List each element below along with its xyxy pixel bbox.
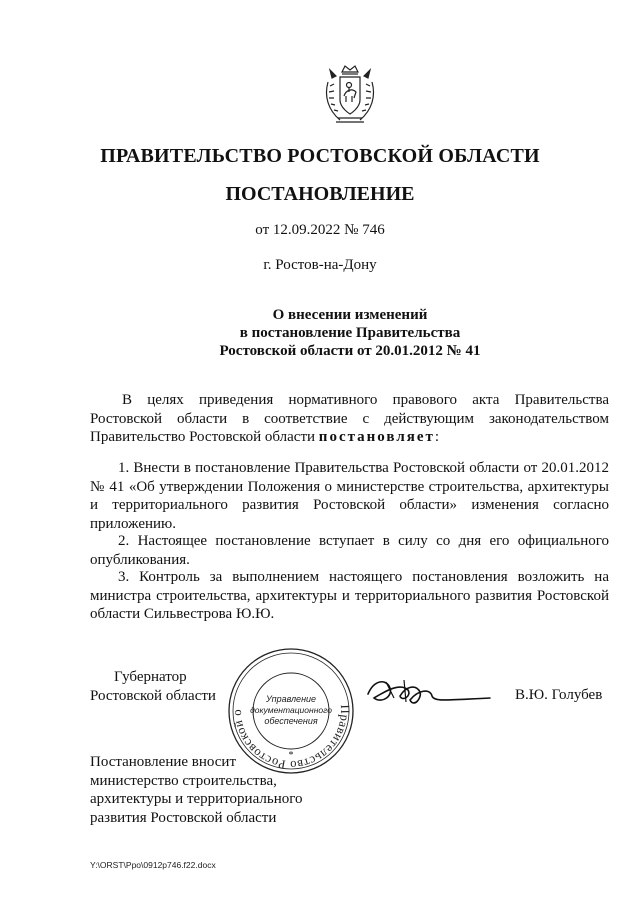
stamp-inner-line: обеспечения: [264, 716, 318, 726]
handwritten-signature: [360, 668, 500, 716]
decree-item-3: 3. Контроль за выполнением настоящего постановления возложить на министра строительства, архитектуры и территориального развития Ростовской области Сильвестрова Ю.Ю.: [90, 569, 609, 622]
intro-end: :: [434, 429, 440, 445]
submitter-block: [90, 753, 303, 827]
stamp-inner-line: документационного: [250, 705, 332, 715]
submitter-line: развития Ростовской области: [90, 809, 277, 826]
submitter-line: Постановление вносит: [90, 754, 237, 770]
file-path: Y:\ORST\Ppo\0912p746.f22.docx: [90, 860, 216, 870]
intro-text: В целях приведения нормативного правового акта Правительства Ростовской области в соответствие с действующим законодательством Правительство Ростовской области: [90, 392, 609, 445]
government-title: ПРАВИТЕЛЬСТВО РОСТОВСКОЙ ОБЛАСТИ: [100, 145, 540, 167]
stamp-inner-line: Управление: [265, 694, 317, 704]
signatory-role-line: Ростовской области: [90, 687, 216, 704]
coat-of-arms-icon: [318, 62, 382, 126]
submitter-line: министерство строительства,: [90, 772, 277, 789]
stamp-outer-text: Правительство Ростовской о: [229, 704, 353, 773]
signatory-role: [90, 668, 216, 705]
subject-line: О внесении изменений: [272, 307, 428, 323]
decree-item-2: 2. Настоящее постановление вступает в силу со дня его официального опубликования.: [90, 533, 609, 568]
svg-text:*: *: [288, 750, 294, 761]
document-date-number: от 12.09.2022 № 746: [255, 222, 385, 238]
decree-item-1: 1. Внести в постановление Правительства Ростовской области от 20.01.2012 № 41 «Об утверждении Положения о министерстве строительства, архитектуры и территориального развития Ростовской области» изменения согласно приложению.: [90, 460, 609, 532]
signatory-role-line: Губернатор: [114, 669, 187, 685]
submitter-line: архитектуры и территориального: [90, 791, 303, 807]
document-type: ПОСТАНОВЛЕНИЕ: [225, 183, 415, 205]
document-subject: [150, 306, 550, 360]
decree-word: постановляет: [318, 429, 435, 445]
subject-line: Ростовской области от 20.01.2012 № 41: [219, 343, 481, 359]
subject-line: в постановление Правительства: [239, 325, 461, 341]
intro-paragraph: [90, 391, 609, 447]
signatory-name: В.Ю. Голубев: [515, 687, 603, 703]
document-city: г. Ростов-на-Дону: [263, 257, 377, 273]
